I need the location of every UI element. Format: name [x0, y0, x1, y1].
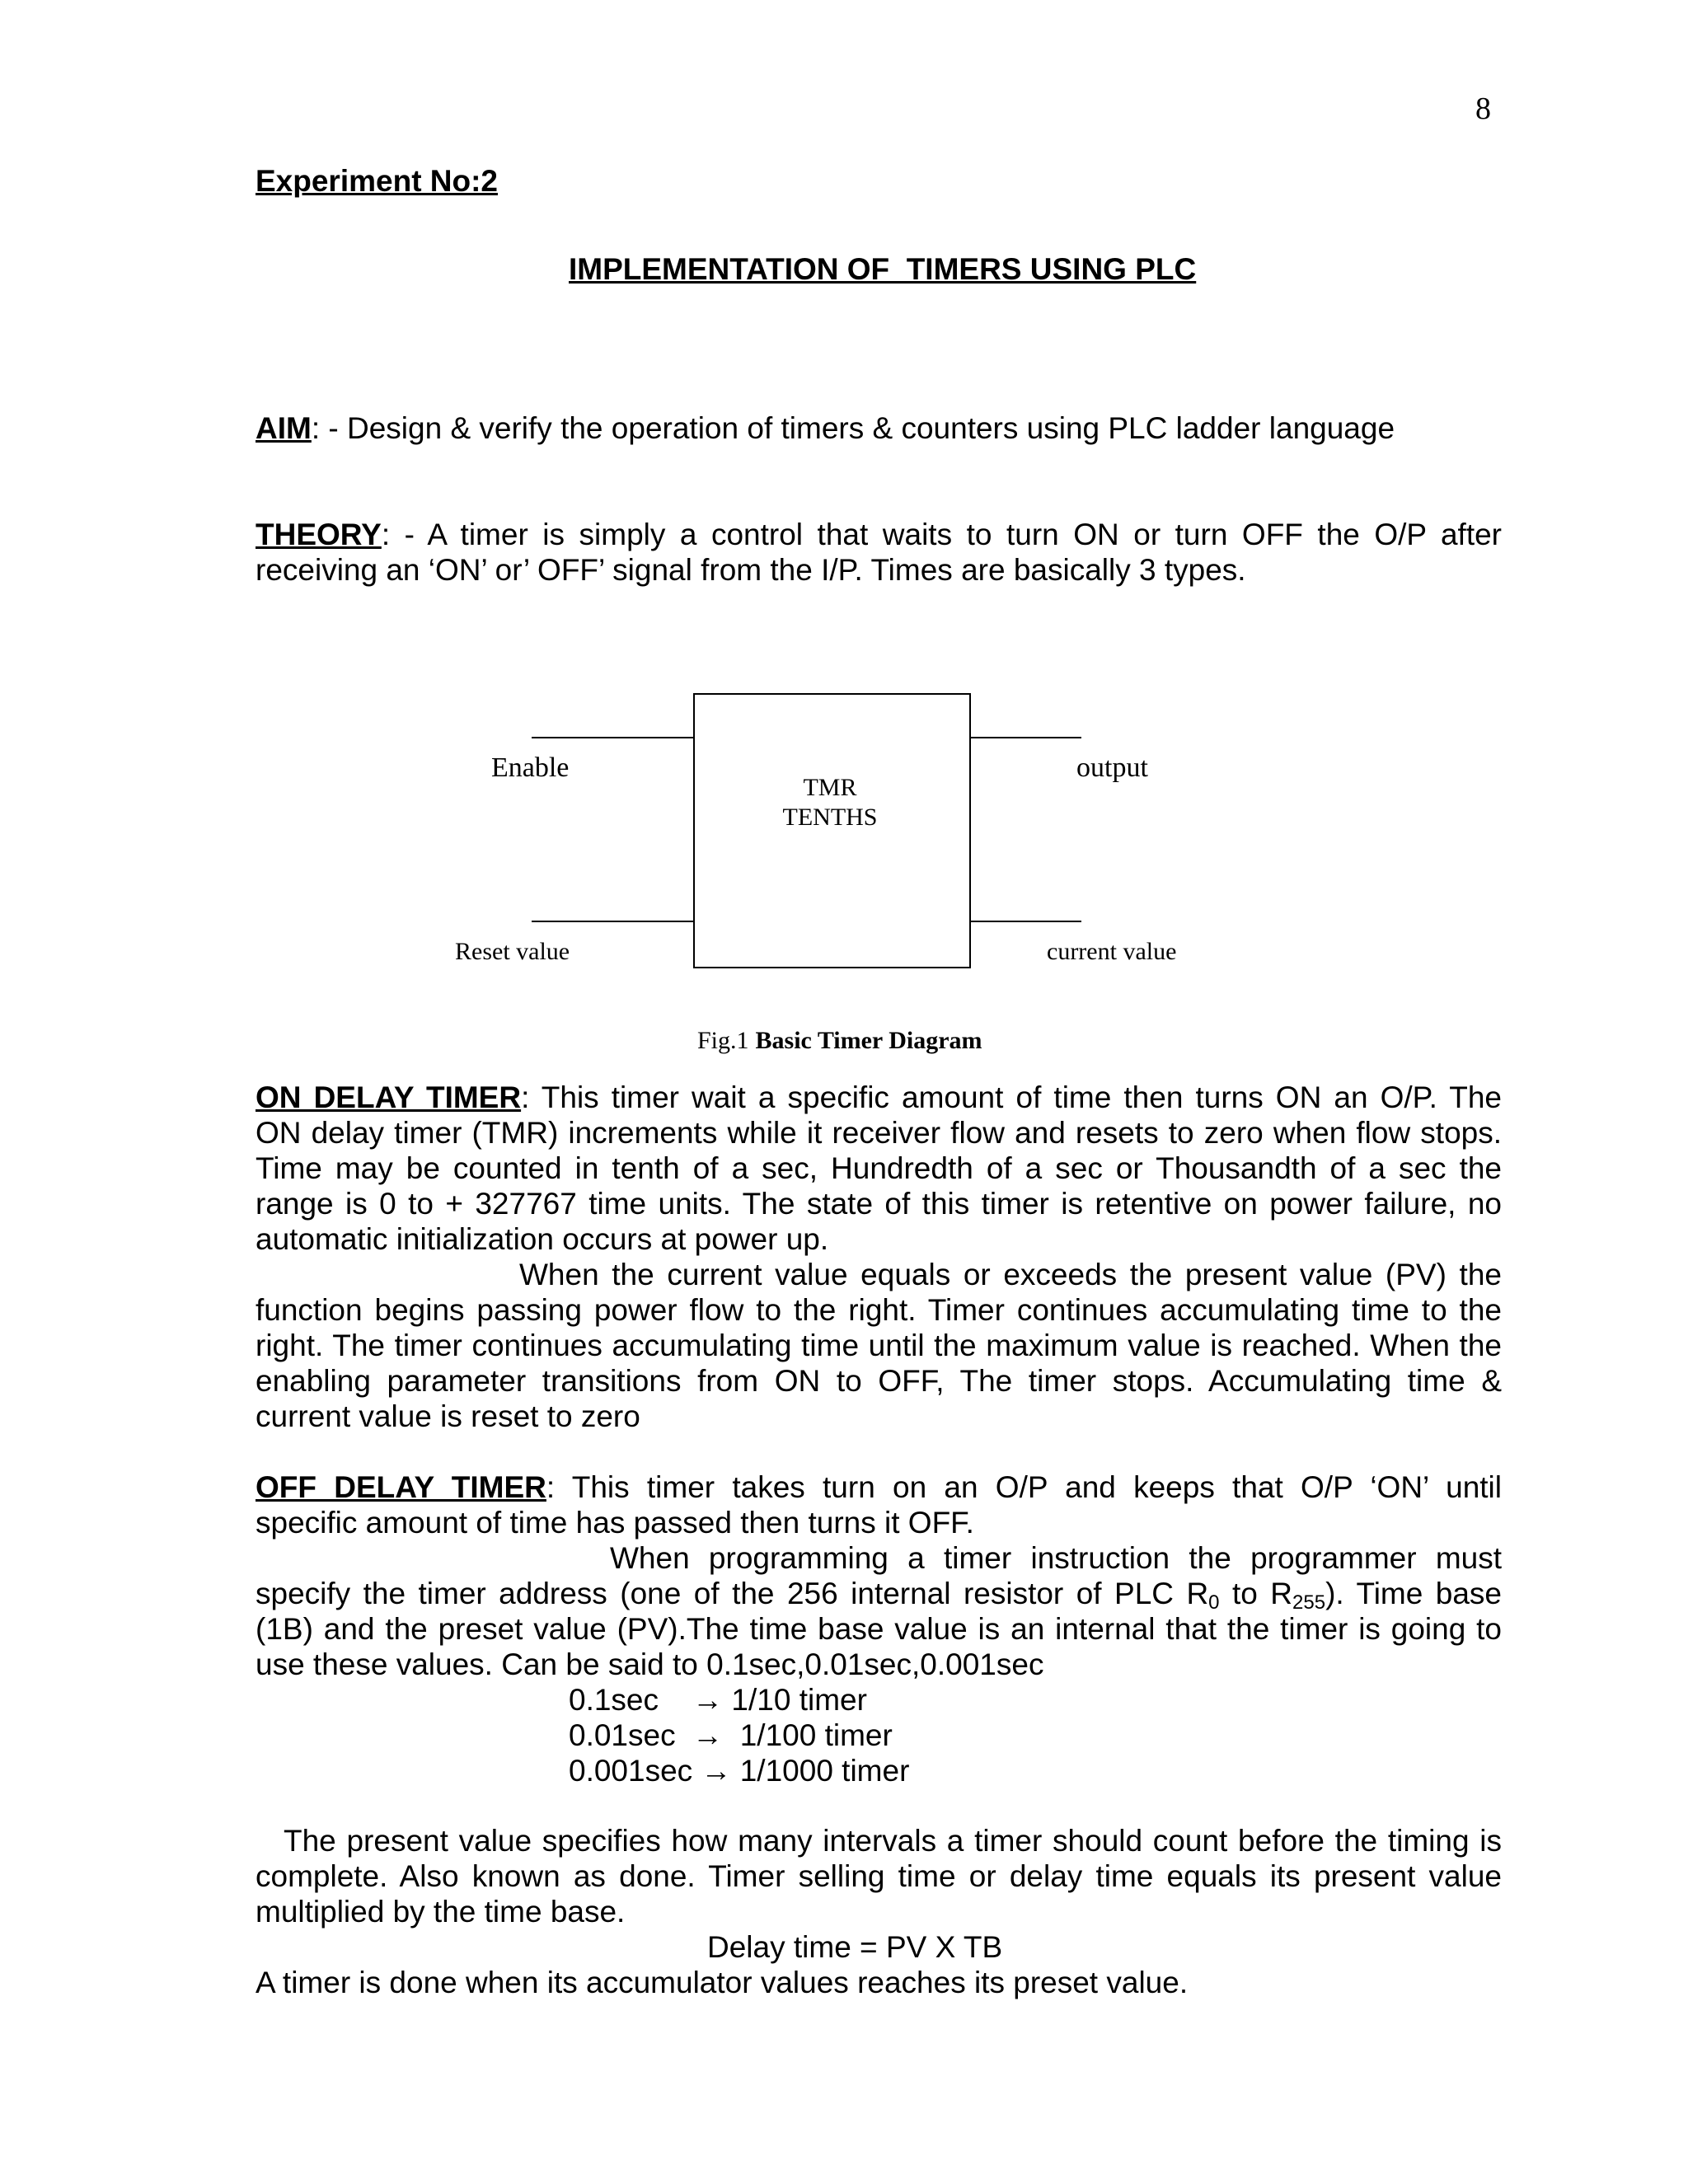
off-delay-paragraph — [256, 1469, 1502, 1682]
delay-time-formula: Delay time = PV X TB — [707, 1930, 1003, 1964]
on-delay-line-7: function begins passing power flow to the right. Timer continues accumulating time to the — [256, 1293, 1502, 1327]
off-delay-line-1: OFF DELAY TIMER: This timer takes turn on an O/P and keeps that O/P ‘ON’ until — [256, 1470, 1502, 1504]
theory-label: THEORY — [256, 518, 382, 551]
on-delay-line-8: right. The timer continues accumulating time until the maximum value is reached. When the — [256, 1329, 1502, 1362]
enable-label: Enable — [491, 752, 570, 783]
aim-label: AIM — [256, 411, 312, 445]
page-title-text: IMPLEMENTATION OF TIMERS USING PLC — [569, 252, 1197, 286]
timebase-list — [569, 1682, 909, 1788]
page-number: 8 — [1475, 91, 1491, 126]
theory-line-2: receiving an ‘ON’ or’ OFF’ signal from the I/P. Times are basically 3 types. — [256, 553, 1246, 587]
on-delay-line-4: range is 0 to + 327767 time units. The state of this timer is retentive on power failure, no — [256, 1187, 1502, 1221]
current-value-label: current value — [1047, 938, 1177, 965]
output-label: output — [1076, 752, 1148, 783]
present-value-paragraph — [256, 1823, 1502, 2000]
theory-line-1: THEORY: - A timer is simply a control that waits to turn ON or turn OFF the O/P after — [256, 518, 1502, 551]
off-delay-line-2: specific amount of time has passed then turns it OFF. — [256, 1506, 974, 1540]
list-item: 0.1sec → 1/10 timer — [569, 1683, 867, 1717]
reset-value-label: Reset value — [455, 938, 570, 965]
on-delay-line-1: ON DELAY TIMER: This timer wait a specific amount of time then turns ON an O/P. The — [256, 1080, 1503, 1114]
list-item: 0.001sec → 1/1000 timer — [569, 1754, 910, 1788]
present-value-line-3: multiplied by the time base. — [256, 1895, 626, 1929]
present-value-line-1: The present value specifies how many intervals a timer should count before the timing is — [284, 1824, 1502, 1858]
on-delay-label: ON DELAY TIMER — [256, 1080, 522, 1114]
aim-text: : - Design & verify the operation of timers & counters using PLC ladder language — [311, 411, 1395, 445]
off-delay-line-3: When programming a timer instruction the programmer must — [610, 1541, 1502, 1575]
block-label-tmr: TMR — [803, 774, 857, 801]
basic-timer-diagram — [0, 0, 1688, 1071]
on-delay-line-9: enabling parameter transitions from ON to OFF, The timer stops. Accumulating time & — [256, 1364, 1502, 1398]
figure-caption-prefix: Fig.1 — [697, 1027, 749, 1054]
off-delay-line-4: specify the timer address (one of the 256 internal resistor of PLC $R_0$ to $R_{255}$). Time base — [256, 1577, 1502, 1614]
on-delay-line-6: When the current value equals or exceeds the present value (PV) the — [519, 1258, 1502, 1291]
figure-caption-text: Basic Timer Diagram — [755, 1027, 982, 1054]
off-delay-label: OFF DELAY TIMER — [256, 1470, 546, 1504]
on-delay-line-10: current value is reset to zero — [256, 1399, 640, 1433]
off-delay-line-6: use these values. Can be said to 0.1sec,0.01sec,0.001sec — [256, 1647, 1044, 1681]
present-value-line-4: A timer is done when its accumulator values reaches its preset value. — [256, 1966, 1189, 1999]
on-delay-line-2: ON delay timer (TMR) increments while it receiver flow and resets to zero when flow stops. — [256, 1116, 1502, 1150]
list-item: 0.01sec → 1/100 timer — [569, 1718, 893, 1752]
present-value-line-2: complete. Also known as done. Timer selling time or delay time equals its present value — [256, 1859, 1502, 1893]
experiment-label: Experiment No:2 — [256, 164, 499, 198]
figure-caption — [697, 1027, 982, 1054]
on-delay-line-5: automatic initialization occurs at power up. — [256, 1222, 829, 1256]
on-delay-paragraph — [256, 1080, 1502, 1434]
block-label-tenths: TENTHS — [782, 804, 878, 831]
on-delay-line-3: Time may be counted in tenth of a sec, Hundredth of a sec or Thousandth of a sec the — [256, 1151, 1502, 1185]
off-delay-line-5: (1B) and the preset value (PV).The time base value is an internal that the timer is going to — [256, 1612, 1502, 1646]
timer-block — [694, 694, 970, 968]
